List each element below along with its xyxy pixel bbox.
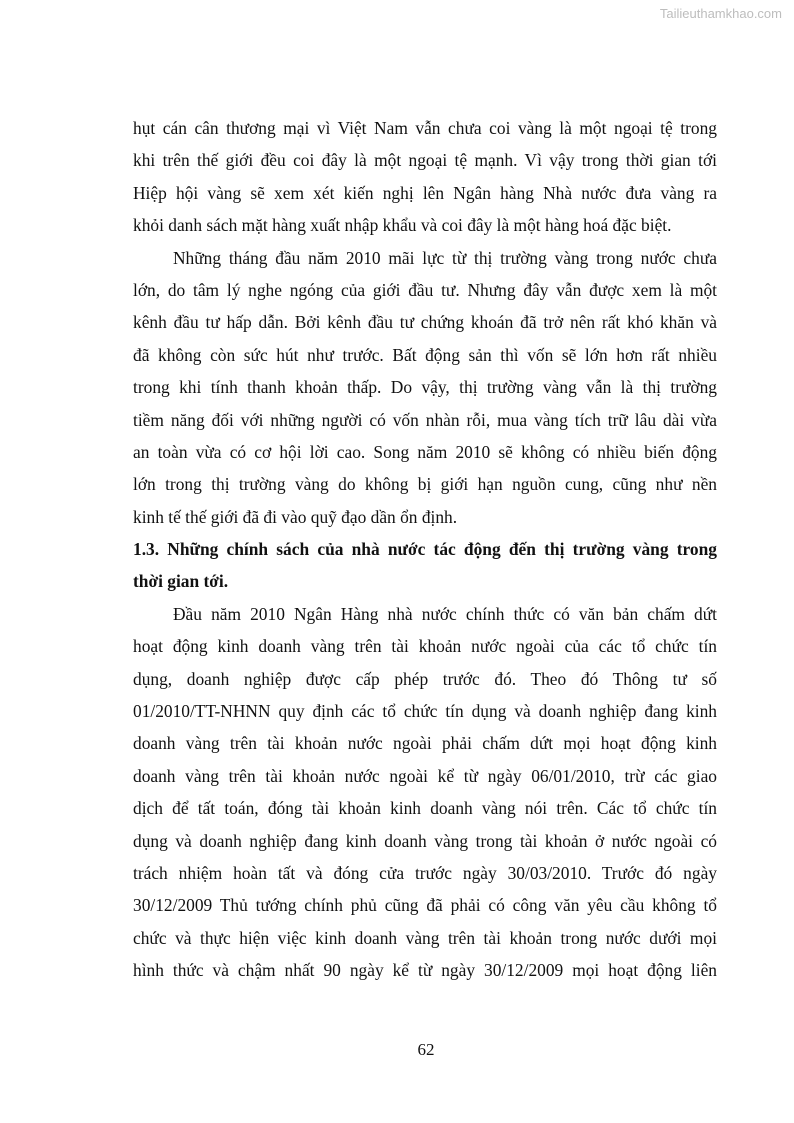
watermark: Tailieuthamkhao.com <box>659 6 782 21</box>
text-line: khỏi danh sách mặt hàng xuất nhập khẩu và coi đây là một hàng hoá đặc biệt. <box>133 215 672 236</box>
body-text <box>133 112 717 987</box>
text-line: dịch để tất toán, đóng tài khoản kinh doanh vàng nói trên. Các tổ chức tín <box>133 798 717 819</box>
text-line: kênh đầu tư hấp dẫn. Bởi kênh đầu tư chứng khoán đã trở nên rất khó khăn và <box>133 312 717 333</box>
text-line: doanh vàng trên tài khoản nước ngoài kể từ ngày 06/01/2010, trừ các giao <box>133 765 717 786</box>
text-line: tiềm năng đối với những người có vốn nhàn rỗi, mua vàng tích trữ lâu dài vừa <box>133 409 717 430</box>
text-line: lớn, do tâm lý nghe ngóng của giới đầu tư. Nhưng đây vẫn được xem là một <box>133 279 717 300</box>
heading-line: thời gian tới. <box>133 571 229 592</box>
text-line: hụt cán cân thương mại vì Việt Nam vẫn chưa coi vàng là một ngoại tệ trong <box>133 118 717 138</box>
text-line: khi trên thế giới đều coi đây là một ngoại tệ mạnh. Vì vậy trong thời gian tới <box>133 150 717 171</box>
paragraph-1 <box>133 112 717 242</box>
page-number: 62 <box>417 1040 435 1059</box>
text-line: hình thức và chậm nhất 90 ngày kể từ ngày 30/12/2009 mọi hoạt động liên <box>133 960 717 981</box>
heading-line: 1.3. Những chính sách của nhà nước tác động đến thị trường vàng trong <box>133 539 717 560</box>
text-line: chức và thực hiện việc kinh doanh vàng trên tài khoản trong nước dưới mọi <box>133 927 717 948</box>
text-line: Đầu năm 2010 Ngân Hàng nhà nước chính thức có văn bản chấm dứt <box>173 603 717 624</box>
text-line: Những tháng đầu năm 2010 mãi lực từ thị trường vàng trong nước chưa <box>173 247 717 268</box>
text-line: hoạt động kinh doanh vàng trên tài khoản nước ngoài của các tổ chức tín <box>133 636 717 657</box>
text-line: đã không còn sức hút như trước. Bất động sản thì vốn sẽ lớn hơn rất nhiều <box>133 344 717 365</box>
section-heading <box>133 533 717 598</box>
text-line: trong khi tính thanh khoản thấp. Do vậy, thị trường vàng vẫn là thị trường <box>133 377 717 398</box>
text-line: trách nhiệm hoàn tất và đóng cửa trước ngày 30/03/2010. Trước đó ngày <box>133 862 717 883</box>
paragraph-2 <box>133 242 717 534</box>
text-line: Hiệp hội vàng sẽ xem xét kiến nghị lên Ngân hàng Nhà nước đưa vàng ra <box>133 182 717 203</box>
text-line: lớn trong thị trường vàng do không bị giới hạn nguồn cung, cũng như nền <box>133 474 717 495</box>
text-line: dụng, doanh nghiệp được cấp phép trước đó. Theo đó Thông tư số <box>133 668 717 689</box>
paragraph-3 <box>133 598 717 987</box>
text-line: 30/12/2009 Thủ tướng chính phủ cũng đã phải có công văn yêu cầu không tổ <box>133 895 717 916</box>
text-line: 01/2010/TT-NHNN quy định các tổ chức tín dụng và doanh nghiệp đang kinh <box>133 701 717 722</box>
text-line: an toàn vừa có cơ hội lời cao. Song năm 2010 sẽ không có nhiều biến động <box>133 441 717 462</box>
text-line: doanh vàng trên tài khoản nước ngoài phải chấm dứt mọi hoạt động kinh <box>133 733 717 754</box>
text-line: kinh tế thế giới đã đi vào quỹ đạo dần ổn định. <box>133 506 458 527</box>
text-line: dụng và doanh nghiệp đang kinh doanh vàng trong tài khoản ở nước ngoài có <box>133 830 717 851</box>
